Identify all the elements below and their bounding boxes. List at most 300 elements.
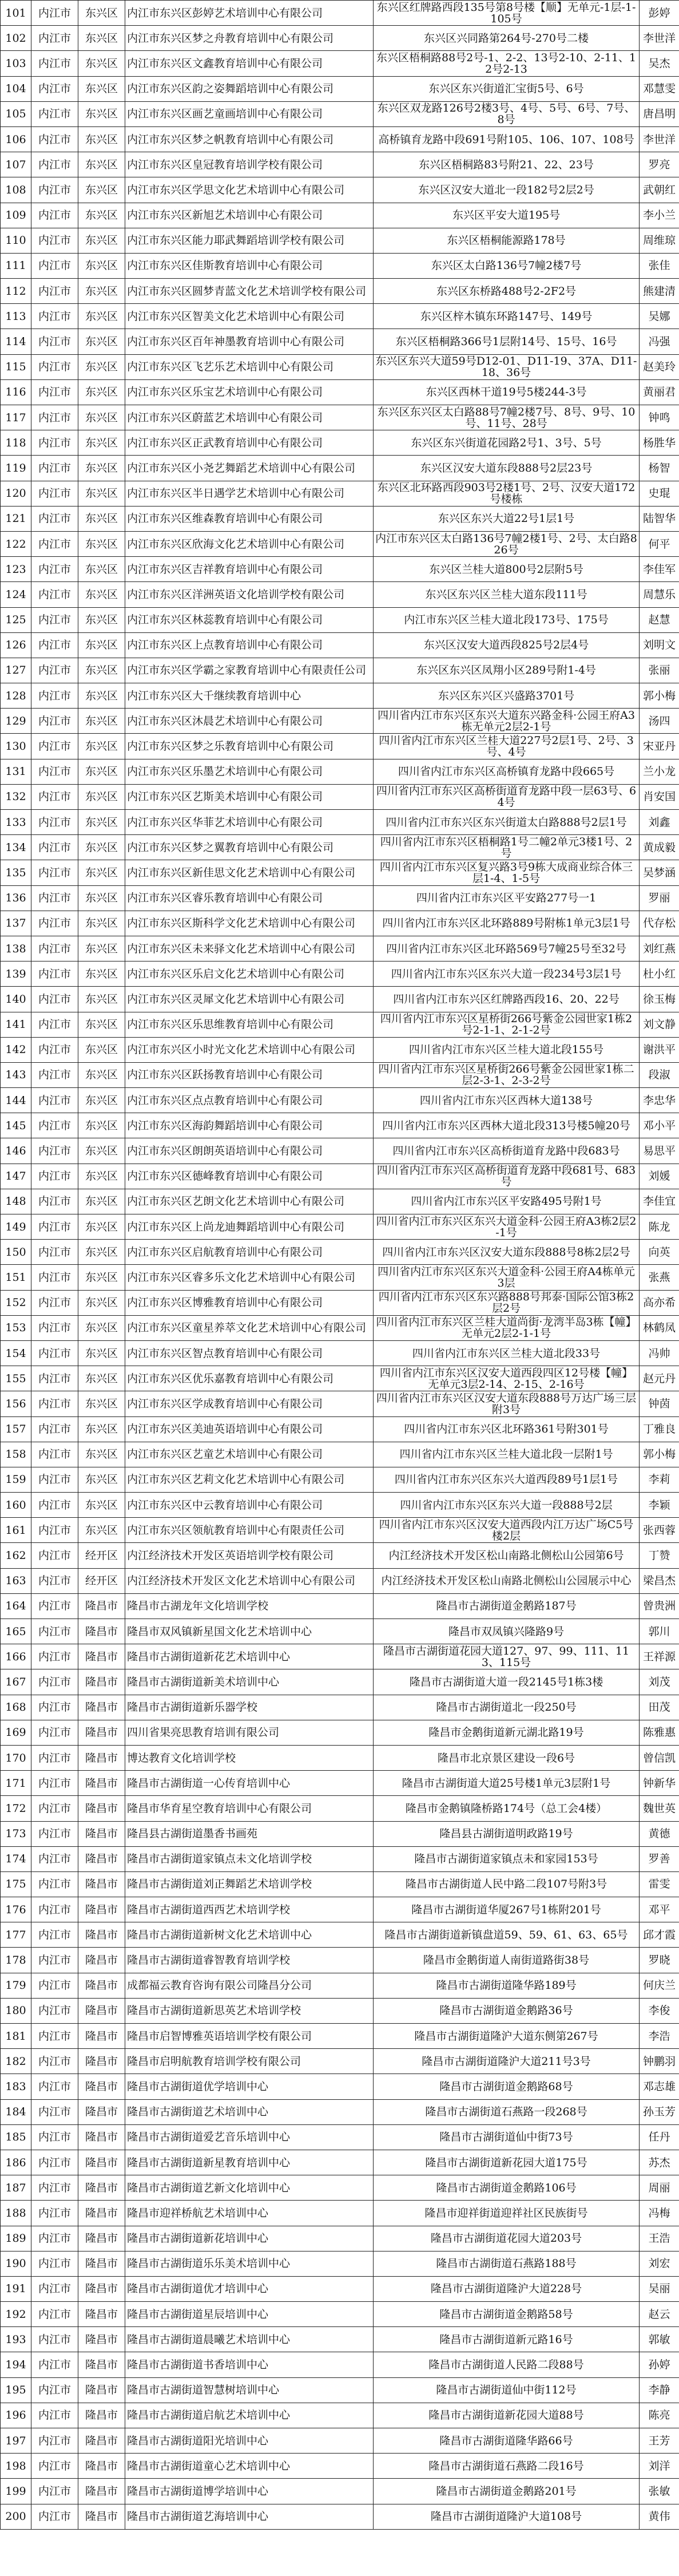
city-cell: 内江市 — [31, 1240, 78, 1265]
institution-name-cell: 隆昌市古湖街道晨曦艺术培训中心 — [125, 2327, 374, 2352]
table-row — [1, 2124, 679, 2150]
contact-person-cell: 刘文静 — [640, 1012, 679, 1037]
address-cell: 四川省内江市东兴区兰桂大道227号2层1号、2号、3号、4号 — [374, 734, 640, 759]
city-cell: 内江市 — [31, 1871, 78, 1897]
city-cell: 内江市 — [31, 1037, 78, 1062]
row-number: 187 — [1, 2175, 31, 2201]
district-cell: 隆昌市 — [78, 2226, 125, 2251]
institution-name-cell: 内江市东兴区正武教育培训中心有限公司 — [125, 430, 374, 456]
institution-name-cell: 内江市东兴区上尚龙迪舞蹈培训中心有限公司 — [125, 1214, 374, 1240]
table-row — [1, 2479, 679, 2504]
district-cell: 东兴区 — [78, 405, 125, 430]
address-cell: 隆昌市古湖街道金鹅路36号 — [374, 1998, 640, 2023]
table-row — [1, 810, 679, 835]
table-row — [1, 885, 679, 911]
contact-person-cell: 邱才霞 — [640, 1922, 679, 1948]
district-cell: 东兴区 — [78, 1037, 125, 1062]
city-cell: 内江市 — [31, 101, 78, 126]
city-cell: 内江市 — [31, 506, 78, 531]
district-cell: 隆昌市 — [78, 1897, 125, 1922]
institution-name-cell: 隆昌市古湖街道优才培训中心 — [125, 2276, 374, 2301]
institution-name-cell: 博达教育文化培训学校 — [125, 1745, 374, 1770]
institution-name-cell: 内江市东兴区学霸之家教育培训中心有限责任公司 — [125, 658, 374, 683]
row-number: 115 — [1, 354, 31, 379]
city-cell: 内江市 — [31, 1366, 78, 1391]
city-cell: 内江市 — [31, 1745, 78, 1770]
institution-name-cell: 隆昌市古湖街道睿智教育培训学校 — [125, 1948, 374, 1973]
contact-person-cell: 吴丽 — [640, 2276, 679, 2301]
table-row — [1, 1669, 679, 1695]
district-cell: 隆昌市 — [78, 2074, 125, 2099]
institution-name-cell: 内江市东兴区童星养萃文化艺术培训中心有限公司 — [125, 1315, 374, 1340]
row-number: 144 — [1, 1088, 31, 1113]
table-row — [1, 304, 679, 329]
address-cell: 四川省内江市东兴区北环路889号附栋1单元3层1号 — [374, 911, 640, 936]
contact-person-cell: 邓平 — [640, 1897, 679, 1922]
address-cell: 内江经济技术开发区松山南路北侧松山公园第6号 — [374, 1543, 640, 1568]
district-cell: 东兴区 — [78, 835, 125, 860]
address-cell: 隆昌市古湖街道新花园大道88号 — [374, 2403, 640, 2428]
institution-name-cell: 内江市东兴区乐思维教育培训中心有限公司 — [125, 1012, 374, 1037]
address-cell: 东兴区平安大道195号 — [374, 203, 640, 228]
table-row — [1, 1164, 679, 1189]
city-cell: 内江市 — [31, 1593, 78, 1619]
address-cell: 东兴区东桥路488号2-2F2号 — [374, 279, 640, 304]
row-number: 127 — [1, 658, 31, 683]
contact-person-cell: 邓慧雯 — [640, 76, 679, 101]
city-cell: 内江市 — [31, 76, 78, 101]
row-number: 122 — [1, 531, 31, 556]
row-number: 191 — [1, 2276, 31, 2301]
contact-person-cell: 雷雯 — [640, 1871, 679, 1897]
institution-name-cell: 内江市东兴区大千继续教育培训中心 — [125, 683, 374, 709]
institution-name-cell: 内江市东兴区吉祥教育培训中心有限公司 — [125, 557, 374, 582]
institution-name-cell: 内江市东兴区沐晨艺术培训中心有限公司 — [125, 709, 374, 734]
contact-person-cell: 吴娜 — [640, 304, 679, 329]
contact-person-cell: 钟茵 — [640, 1391, 679, 1416]
row-number: 155 — [1, 1366, 31, 1391]
contact-person-cell: 田茂 — [640, 1695, 679, 1720]
contact-person-cell: 冯帅 — [640, 1340, 679, 1366]
institution-name-cell: 隆昌市古湖街道西西艺术培训学校 — [125, 1897, 374, 1922]
city-cell: 内江市 — [31, 1998, 78, 2023]
city-cell: 内江市 — [31, 1315, 78, 1340]
table-row — [1, 1189, 679, 1214]
district-cell: 隆昌市 — [78, 2150, 125, 2175]
contact-person-cell: 罗亮 — [640, 152, 679, 177]
table-row — [1, 354, 679, 379]
institution-name-cell: 内江市东兴区维森教育培训中心有限公司 — [125, 506, 374, 531]
table-row — [1, 2428, 679, 2454]
institution-name-cell: 隆昌市迎祥桥航艺术培训中心 — [125, 2201, 374, 2226]
contact-person-cell: 陆智华 — [640, 506, 679, 531]
district-cell: 隆昌市 — [78, 2479, 125, 2504]
address-cell: 四川省内江市东兴区东兴路888号邦泰·国际公馆3栋2层2号 — [374, 1290, 640, 1315]
district-cell: 隆昌市 — [78, 2403, 125, 2428]
contact-person-cell: 李佳军 — [640, 557, 679, 582]
address-cell: 四川省内江市东兴区星桥街266号紫金公园世家1栋二层2-3-1、2-3-2号 — [374, 1062, 640, 1087]
table-row — [1, 835, 679, 860]
institution-name-cell: 内江市东兴区皇冠教育培训学校有限公司 — [125, 152, 374, 177]
city-cell: 内江市 — [31, 734, 78, 759]
contact-person-cell: 熊建清 — [640, 279, 679, 304]
district-cell: 隆昌市 — [78, 2377, 125, 2403]
city-cell: 内江市 — [31, 1113, 78, 1138]
contact-person-cell: 史琨 — [640, 481, 679, 506]
address-cell: 四川省内江市东兴区复兴路3号9栋大成商业综合体三层1-4、1-5号 — [374, 860, 640, 885]
address-cell: 隆昌市金鹅街道人南街道路街38号 — [374, 1948, 640, 1973]
district-cell: 东兴区 — [78, 1062, 125, 1087]
district-cell: 东兴区 — [78, 1290, 125, 1315]
institution-name-cell: 内江市东兴区优乐嘉教育培训中心有限公司 — [125, 1366, 374, 1391]
table-row — [1, 2226, 679, 2251]
table-row — [1, 228, 679, 253]
row-number: 168 — [1, 1695, 31, 1720]
row-number: 152 — [1, 1290, 31, 1315]
institution-name-cell: 内江经济技术开发区英语培训学校有限公司 — [125, 1543, 374, 1568]
contact-person-cell: 陈亮 — [640, 2403, 679, 2428]
row-number: 147 — [1, 1164, 31, 1189]
row-number: 143 — [1, 1062, 31, 1087]
district-cell: 东兴区 — [78, 101, 125, 126]
district-cell: 东兴区 — [78, 1164, 125, 1189]
table-row — [1, 961, 679, 987]
address-cell: 隆昌市古湖街道石燕路二段16号 — [374, 2454, 640, 2479]
institution-name-cell: 内江市东兴区中云教育培训中心有限公司 — [125, 1493, 374, 1518]
institution-name-cell: 隆昌市古湖街道新星教育培训中心 — [125, 2150, 374, 2175]
city-cell: 内江市 — [31, 2201, 78, 2226]
contact-person-cell: 段淑 — [640, 1062, 679, 1087]
district-cell: 隆昌市 — [78, 1619, 125, 1644]
row-number: 110 — [1, 228, 31, 253]
row-number: 182 — [1, 2049, 31, 2074]
district-cell: 隆昌市 — [78, 1871, 125, 1897]
institution-name-cell: 隆昌市双风镇新星国文化艺术培训中心 — [125, 1619, 374, 1644]
district-cell: 东兴区 — [78, 658, 125, 683]
district-cell: 东兴区 — [78, 885, 125, 911]
address-cell: 东兴区东兴大道59号D12-01、D11-19、37A、D11-18、36号 — [374, 354, 640, 379]
district-cell: 东兴区 — [78, 430, 125, 456]
district-cell: 东兴区 — [78, 253, 125, 278]
institution-name-cell: 隆昌市启智博雅英语培训学校有限公司 — [125, 2024, 374, 2049]
table-row — [1, 2251, 679, 2276]
city-cell: 内江市 — [31, 835, 78, 860]
city-cell: 内江市 — [31, 1416, 78, 1442]
city-cell: 内江市 — [31, 1189, 78, 1214]
row-number: 101 — [1, 1, 31, 26]
address-cell: 隆昌市古湖街道仙中街112号 — [374, 2377, 640, 2403]
district-cell: 隆昌市 — [78, 2024, 125, 2049]
address-cell: 隆昌市古湖街道新镇盘道59、59、61、63、65号 — [374, 1922, 640, 1948]
district-cell: 东兴区 — [78, 1340, 125, 1366]
address-cell: 东兴区红牌路西段135号第8号楼【顺】无单元-1层-1-105号 — [374, 1, 640, 26]
address-cell: 四川省内江市东兴区平安路495号附1号 — [374, 1189, 640, 1214]
district-cell: 隆昌市 — [78, 1973, 125, 1998]
district-cell: 东兴区 — [78, 911, 125, 936]
city-cell: 内江市 — [31, 2024, 78, 2049]
district-cell: 经开区 — [78, 1543, 125, 1568]
row-number: 198 — [1, 2454, 31, 2479]
row-number: 112 — [1, 279, 31, 304]
row-number: 132 — [1, 784, 31, 809]
table-row — [1, 2150, 679, 2175]
table-row — [1, 1948, 679, 1973]
address-cell: 四川省内江市东兴区汉安大道东段888号万达广场三层附3号 — [374, 1391, 640, 1416]
row-number: 175 — [1, 1871, 31, 1897]
contact-person-cell: 钟新华 — [640, 1771, 679, 1796]
institution-name-cell: 内江市东兴区欣海文化艺术培训中心有限公司 — [125, 531, 374, 556]
institution-name-cell: 隆昌县古湖街道墨香书画苑 — [125, 1821, 374, 1846]
contact-person-cell: 杨胜华 — [640, 430, 679, 456]
institution-name-cell: 内江市东兴区艺斯美术培训中心有限公司 — [125, 784, 374, 809]
contact-person-cell: 李俊 — [640, 1998, 679, 2023]
address-cell: 东兴区梧桐能源路178号 — [374, 228, 640, 253]
district-cell: 东兴区 — [78, 1518, 125, 1543]
district-cell: 东兴区 — [78, 784, 125, 809]
district-cell: 东兴区 — [78, 1315, 125, 1340]
district-cell: 隆昌市 — [78, 1846, 125, 1871]
institution-name-cell: 内江市东兴区小时光文化艺术培训中心有限公司 — [125, 1037, 374, 1062]
table-row — [1, 734, 679, 759]
address-cell: 东兴区梧桐路366号1层附14号、15号、16号 — [374, 329, 640, 354]
district-cell: 隆昌市 — [78, 1922, 125, 1948]
contact-person-cell: 张佳 — [640, 253, 679, 278]
institution-name-cell: 内江市东兴区小尧艺舞蹈艺术培训中心有限公司 — [125, 456, 374, 481]
table-row — [1, 683, 679, 709]
table-row — [1, 2175, 679, 2201]
row-number: 167 — [1, 1669, 31, 1695]
district-cell: 东兴区 — [78, 379, 125, 405]
table-row — [1, 1998, 679, 2023]
city-cell: 内江市 — [31, 2403, 78, 2428]
address-cell: 隆昌县古湖街道明政路19号 — [374, 1821, 640, 1846]
address-cell: 东兴区梧桐路88号2号-1、2-2、13号2-10、2-11、12号2-13 — [374, 51, 640, 76]
address-cell: 隆昌市古湖街道隆华路189号 — [374, 1973, 640, 1998]
city-cell: 内江市 — [31, 2352, 78, 2377]
city-cell: 内江市 — [31, 658, 78, 683]
row-number: 141 — [1, 1012, 31, 1037]
address-cell: 隆昌市古湖街道金鹅路201号 — [374, 2479, 640, 2504]
row-number: 194 — [1, 2352, 31, 2377]
address-cell: 隆昌市古湖街道金鹅路58号 — [374, 2302, 640, 2327]
table-row — [1, 1973, 679, 1998]
contact-person-cell: 陈龙 — [640, 1214, 679, 1240]
contact-person-cell: 刘茂 — [640, 1669, 679, 1695]
city-cell: 内江市 — [31, 456, 78, 481]
district-cell: 东兴区 — [78, 26, 125, 51]
contact-person-cell: 李佳宜 — [640, 1189, 679, 1214]
contact-person-cell: 刘洋 — [640, 2454, 679, 2479]
district-cell: 东兴区 — [78, 1189, 125, 1214]
address-cell: 四川省内江市东兴区东兴大道金科·公园王府A4栋单元3层 — [374, 1265, 640, 1290]
row-number: 134 — [1, 835, 31, 860]
district-cell: 东兴区 — [78, 683, 125, 709]
institution-name-cell: 内江市东兴区领航教育培训中心有限责任公司 — [125, 1518, 374, 1543]
row-number: 118 — [1, 430, 31, 456]
contact-person-cell: 郭川 — [640, 1619, 679, 1644]
city-cell: 内江市 — [31, 2327, 78, 2352]
district-cell: 隆昌市 — [78, 1796, 125, 1821]
district-cell: 隆昌市 — [78, 2302, 125, 2327]
contact-person-cell: 张西蓉 — [640, 1518, 679, 1543]
contact-person-cell: 冯梅 — [640, 2201, 679, 2226]
address-cell: 东兴区西林干道19号5楼244-3号 — [374, 379, 640, 405]
city-cell: 内江市 — [31, 2454, 78, 2479]
row-number: 179 — [1, 1973, 31, 1998]
table-row — [1, 784, 679, 809]
contact-person-cell: 周慧乐 — [640, 582, 679, 607]
city-cell: 内江市 — [31, 1948, 78, 1973]
city-cell: 内江市 — [31, 607, 78, 632]
city-cell: 内江市 — [31, 1442, 78, 1467]
address-cell: 隆昌市古湖街道隆沪大道108号 — [374, 2504, 640, 2529]
table-row — [1, 1720, 679, 1745]
city-cell: 内江市 — [31, 1644, 78, 1669]
address-cell: 内江市东兴区兰桂大道北段173号、175号 — [374, 607, 640, 632]
city-cell: 内江市 — [31, 1265, 78, 1290]
district-cell: 隆昌市 — [78, 2251, 125, 2276]
institution-name-cell: 隆昌市古湖街道智慧树培训中心 — [125, 2377, 374, 2403]
contact-person-cell: 李世洋 — [640, 126, 679, 152]
institution-name-cell: 内江市东兴区华菲艺术培训中心有限公司 — [125, 810, 374, 835]
contact-person-cell: 任丹 — [640, 2124, 679, 2150]
table-row — [1, 987, 679, 1012]
district-cell: 东兴区 — [78, 607, 125, 632]
institution-name-cell: 内江市东兴区斯科学文化艺术培训中心有限公司 — [125, 911, 374, 936]
row-number: 148 — [1, 1189, 31, 1214]
city-cell: 内江市 — [31, 1846, 78, 1871]
contact-person-cell: 谢洪平 — [640, 1037, 679, 1062]
row-number: 107 — [1, 152, 31, 177]
district-cell: 东兴区 — [78, 1416, 125, 1442]
row-number: 125 — [1, 607, 31, 632]
row-number: 163 — [1, 1568, 31, 1593]
city-cell: 内江市 — [31, 481, 78, 506]
institution-name-cell: 隆昌市古湖街道艺海培训中心 — [125, 2504, 374, 2529]
address-cell: 四川省内江市东兴区西林大道北段313号楼5幢20号 — [374, 1113, 640, 1138]
institution-name-cell: 内江市东兴区朗朗英语培训中心有限公司 — [125, 1138, 374, 1164]
address-cell: 隆昌市古湖街道新元路16号 — [374, 2327, 640, 2352]
row-number: 116 — [1, 379, 31, 405]
table-row — [1, 2302, 679, 2327]
city-cell: 内江市 — [31, 2074, 78, 2099]
address-cell: 四川省内江市东兴区兰桂大道北段155号 — [374, 1037, 640, 1062]
table-row — [1, 1871, 679, 1897]
institution-name-cell: 内江市东兴区梦之乐教育培训中心有限公司 — [125, 734, 374, 759]
address-cell: 四川省内江市东兴区北环路569号7幢25号至32号 — [374, 936, 640, 961]
district-cell: 东兴区 — [78, 177, 125, 203]
table-row — [1, 1012, 679, 1037]
row-number: 130 — [1, 734, 31, 759]
row-number: 192 — [1, 2302, 31, 2327]
institution-name-cell: 隆昌市古湖街道书香培训中心 — [125, 2352, 374, 2377]
table-row — [1, 607, 679, 632]
address-cell: 四川省内江市东兴区东兴大道金科·公园王府A3栋2层2-1号 — [374, 1214, 640, 1240]
address-cell: 隆昌市古湖街道隆沪大道东侧第267号 — [374, 2024, 640, 2049]
table-row — [1, 1518, 679, 1543]
institution-name-cell: 内江市东兴区新佳思文化艺术培训中心有限公司 — [125, 860, 374, 885]
district-cell: 东兴区 — [78, 582, 125, 607]
contact-person-cell: 李世洋 — [640, 26, 679, 51]
table-row — [1, 1062, 679, 1087]
institution-name-cell: 内江市东兴区画艺童画培训中心有限公司 — [125, 101, 374, 126]
address-cell: 隆昌市古湖街道隆华路66号 — [374, 2428, 640, 2454]
district-cell: 隆昌市 — [78, 1771, 125, 1796]
address-cell: 隆昌市古湖街道家镇点未和家园153号 — [374, 1846, 640, 1871]
institution-name-cell: 隆昌市古湖街道新树文化艺术培训中心 — [125, 1922, 374, 1948]
district-cell: 东兴区 — [78, 1493, 125, 1518]
contact-person-cell: 魏世英 — [640, 1796, 679, 1821]
address-cell: 四川省内江市东兴区高桥镇育龙路中段665号 — [374, 759, 640, 784]
contact-person-cell: 王浩 — [640, 2226, 679, 2251]
city-cell: 内江市 — [31, 253, 78, 278]
institution-name-cell: 内江市东兴区梦之翼教育培训中心有限公司 — [125, 835, 374, 860]
institution-name-cell: 内江市东兴区韵之姿舞蹈培训中心有限公司 — [125, 76, 374, 101]
city-cell: 内江市 — [31, 228, 78, 253]
contact-person-cell: 黄成毅 — [640, 835, 679, 860]
city-cell: 内江市 — [31, 1391, 78, 1416]
table-row — [1, 177, 679, 203]
contact-person-cell: 黄德 — [640, 1821, 679, 1846]
address-cell: 四川省内江市东兴区东兴大道东兴路金科·公园王府A3栋无单元2层2-1号 — [374, 709, 640, 734]
institution-name-cell: 内江市东兴区点点教育培训中心有限公司 — [125, 1088, 374, 1113]
contact-person-cell: 冯强 — [640, 329, 679, 354]
table-row — [1, 632, 679, 658]
city-cell: 内江市 — [31, 1164, 78, 1189]
address-cell: 隆昌市古湖街道隆沪大道228号 — [374, 2276, 640, 2301]
contact-person-cell: 刘宏 — [640, 2251, 679, 2276]
row-number: 188 — [1, 2201, 31, 2226]
city-cell: 内江市 — [31, 1518, 78, 1543]
row-number: 123 — [1, 557, 31, 582]
institution-name-cell: 内江市东兴区德峰教育培训中心有限公司 — [125, 1164, 374, 1189]
contact-person-cell: 吴杰 — [640, 51, 679, 76]
institution-name-cell: 内江市东兴区圆梦青蓝文化艺术培训学校有限公司 — [125, 279, 374, 304]
row-number: 200 — [1, 2504, 31, 2529]
row-number: 151 — [1, 1265, 31, 1290]
table-row — [1, 911, 679, 936]
district-cell: 东兴区 — [78, 456, 125, 481]
row-number: 120 — [1, 481, 31, 506]
city-cell: 内江市 — [31, 1340, 78, 1366]
city-cell: 内江市 — [31, 279, 78, 304]
institution-name-cell: 隆昌市古湖街道新乐器学校 — [125, 1695, 374, 1720]
institution-name-cell: 内江市东兴区海韵舞蹈培训中心有限公司 — [125, 1113, 374, 1138]
row-number: 140 — [1, 987, 31, 1012]
city-cell: 内江市 — [31, 759, 78, 784]
district-cell: 东兴区 — [78, 1012, 125, 1037]
institution-name-cell: 内江市东兴区美迪英语培训中心有限公司 — [125, 1416, 374, 1442]
table-row — [1, 759, 679, 784]
district-cell: 隆昌市 — [78, 2175, 125, 2201]
city-cell: 内江市 — [31, 1796, 78, 1821]
contact-person-cell: 赵美玲 — [640, 354, 679, 379]
institution-name-cell: 内江市东兴区智点教育培训中心有限公司 — [125, 1340, 374, 1366]
address-cell: 四川省内江市东兴区东兴大道一段888号2层 — [374, 1493, 640, 1518]
city-cell: 内江市 — [31, 1922, 78, 1948]
address-cell: 四川省内江市东兴区高桥街道育龙路中段681号、683号 — [374, 1164, 640, 1189]
row-number: 161 — [1, 1518, 31, 1543]
address-cell: 东兴区兴同路第264号-270号二楼 — [374, 26, 640, 51]
contact-person-cell: 代存松 — [640, 911, 679, 936]
address-cell: 东兴区东兴区凤翔小区289号附1-4号 — [374, 658, 640, 683]
table-row — [1, 2327, 679, 2352]
row-number: 113 — [1, 304, 31, 329]
address-cell: 隆昌市古湖街道花园大道203号 — [374, 2226, 640, 2251]
institution-name-cell: 内江市东兴区睿多乐文化艺术培训中心有限公司 — [125, 1265, 374, 1290]
institution-name-cell: 内江市东兴区乐墨艺术培训中心有限公司 — [125, 759, 374, 784]
table-row — [1, 1138, 679, 1164]
